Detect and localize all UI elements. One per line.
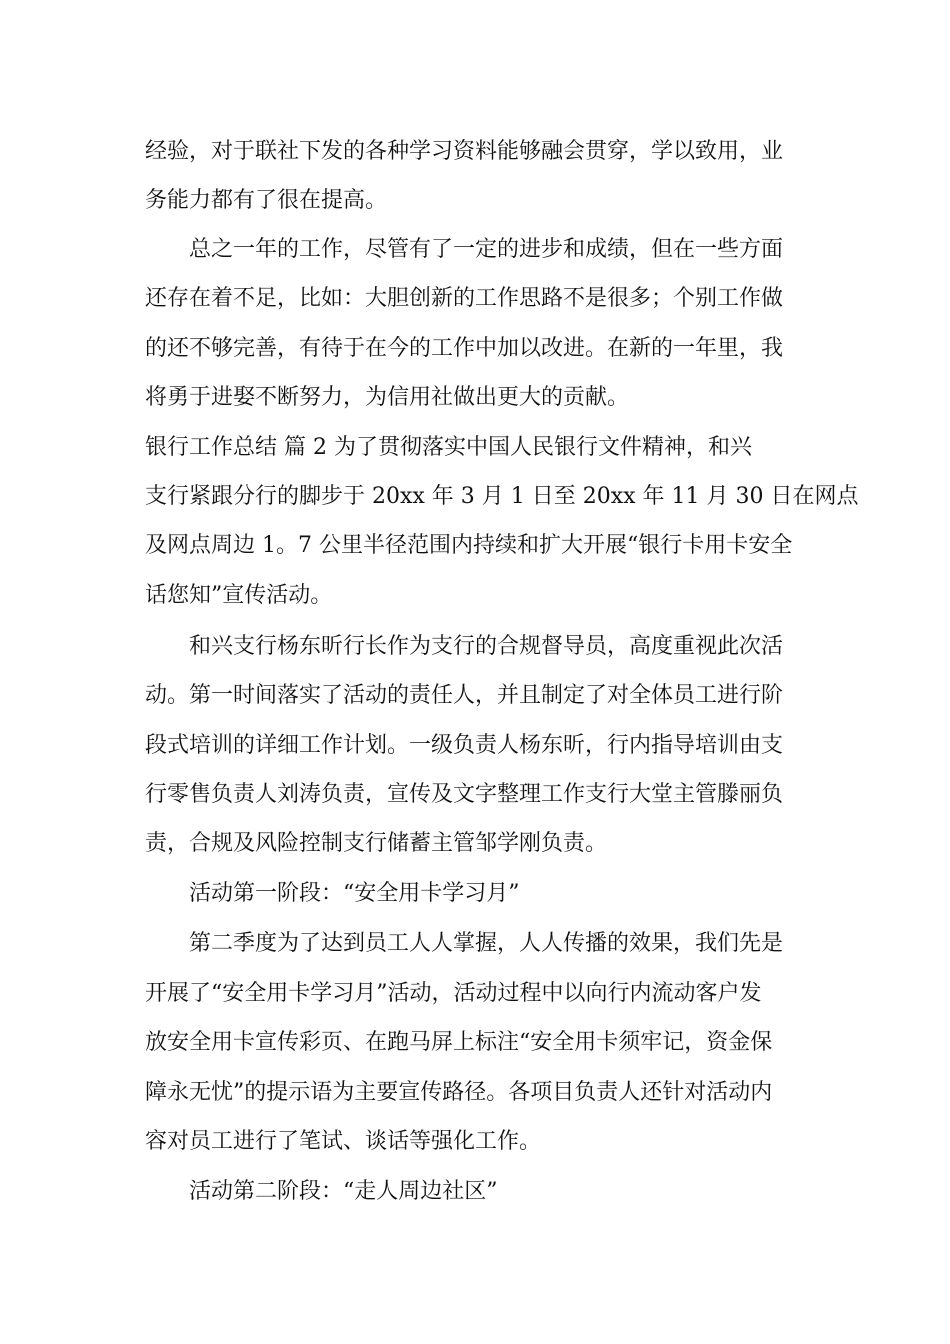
text-line: 第二季度为了达到员工人人掌握，人人传播的效果，我们先是 — [189, 931, 784, 956]
text-line: 经验，对于联社下发的各种学习资料能够融会贯穿，学以致用，业 — [145, 139, 784, 164]
text-line: 和兴支行杨东昕行长作为支行的合规督导员，高度重视此次活 — [189, 634, 784, 659]
text-line: 开展了“安全用卡学习月”活动，活动过程中以向行内流动客户发 — [145, 981, 762, 1006]
text-line: 支行紧跟分行的脚步于 20xx 年 3 月 1 日至 20xx 年 11 月 30 日在网点 — [145, 484, 859, 509]
text-line: 的还不够完善，有待于在今的工作中加以改进。在新的一年里，我 — [145, 336, 784, 361]
text-line: 行零售负责人刘涛负责，宣传及文字整理工作支行大堂主管滕丽负 — [145, 782, 784, 807]
text-line: 务能力都有了很在提高。 — [145, 188, 388, 213]
text-line: 还存在着不足，比如：大胆创新的工作思路不是很多；个别工作做 — [145, 286, 784, 311]
text-line: 总之一年的工作，尽管有了一定的进步和成绩，但在一些方面 — [189, 237, 784, 262]
stage-heading: 活动第一阶段：“安全用卡学习月” — [189, 881, 520, 906]
text-line: 话您知”宣传活动。 — [145, 583, 333, 608]
text-line: 障永无忧”的提示语为主要宣传路径。各项目负责人还针对活动内 — [145, 1080, 773, 1105]
text-line: 段式培训的详细工作计划。一级负责人杨东昕，行内指导培训由支 — [145, 733, 784, 758]
text-line: 将勇于进娶不断努力，为信用社做出更大的贡献。 — [145, 385, 630, 410]
text-line: 及网点周边 1。7 公里半径范围内持续和扩大开展“银行卡用卡安全 — [145, 533, 793, 558]
section-heading-line: 银行工作总结 篇 2 为了贯彻落实中国人民银行文件精神，和兴 — [145, 435, 752, 460]
text-line: 放安全用卡宣传彩页、在跑马屏上标注“安全用卡须牢记，资金保 — [145, 1030, 773, 1055]
text-line: 动。第一时间落实了活动的责任人，并且制定了对全体员工进行阶 — [145, 683, 784, 708]
text-line: 容对员工进行了笔试、谈话等强化工作。 — [145, 1129, 542, 1154]
text-line: 责，合规及风险控制支行储蓄主管邹学刚负责。 — [145, 831, 608, 856]
stage-heading: 活动第二阶段：“走人周边社区” — [189, 1179, 498, 1204]
